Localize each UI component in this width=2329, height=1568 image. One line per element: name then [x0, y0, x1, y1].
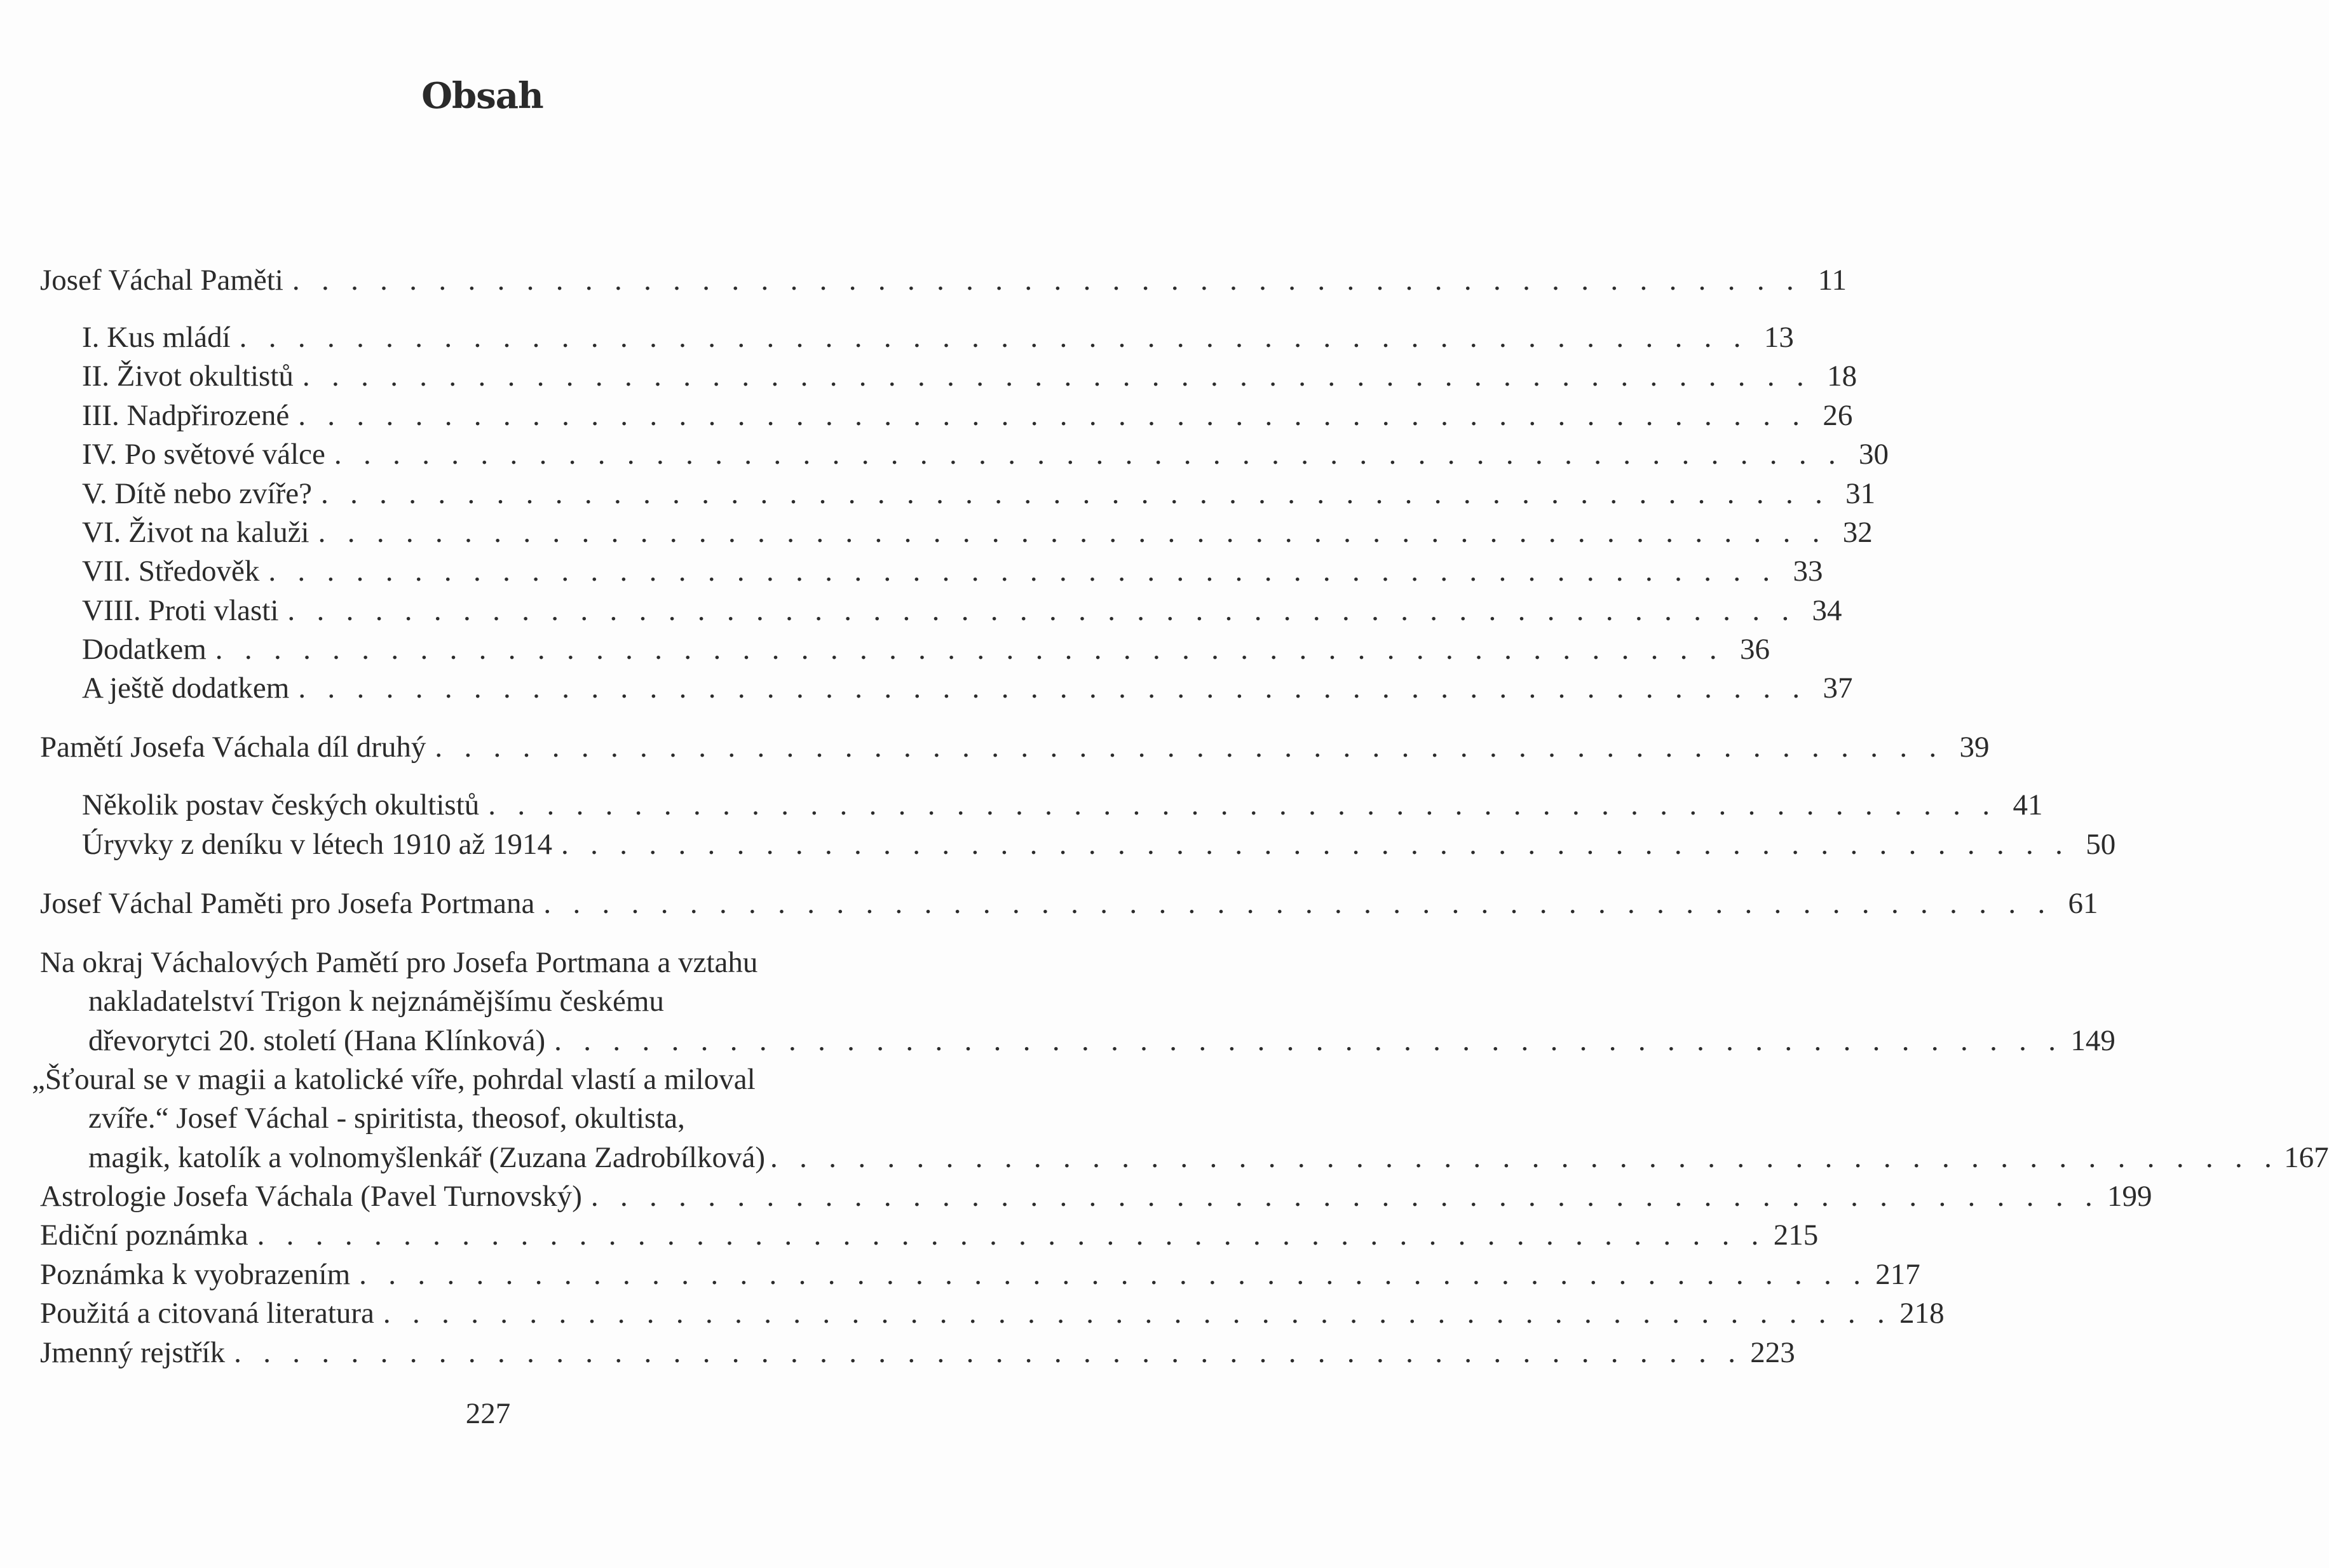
toc-entry-page: 41: [2013, 788, 2043, 821]
toc-entry-page: 33: [1793, 555, 1823, 588]
toc-entry-title: Astrologie Josefa Váchala (Pavel Turnovský): [40, 1180, 582, 1213]
toc-entry-page: 39: [1959, 731, 1990, 764]
toc-entry-title: Použitá a citovaná literatura: [40, 1297, 374, 1330]
toc-entry[interactable]: [88, 1022, 2115, 1060]
toc-entry-page: 37: [1823, 672, 1853, 705]
leader-dots: . . . . . . . . . . . . . . . . . . . . . . . . . . . . . . . . . . . . . . . . . . . . . . . . . . . .: [543, 887, 2053, 920]
toc-entry-title: VIII. Proti vlasti: [82, 594, 279, 627]
leader-dots: . . . . . . . . . . . . . . . . . . . . . . . . . . . . . . . . . . . . . . . . . . . . . . . . . . . .: [292, 264, 1802, 297]
toc-entry-title: Josef Váchal Paměti pro Josefa Portmana: [40, 887, 535, 920]
toc-entry-page: 218: [1899, 1297, 1945, 1330]
toc-entry-title: Dodatkem: [82, 633, 207, 666]
toc-entry[interactable]: [40, 261, 1847, 299]
toc-entry-line[interactable]: [40, 943, 935, 982]
leader-dots: . . . . . . . . . . . . . . . . . . . . . . . . . . . . . . . . . . . . . . . . . . . . . . . . . . . .: [383, 1297, 1892, 1330]
toc-entry-line[interactable]: [32, 1060, 935, 1098]
leader-dots: . . . . . . . . . . . . . . . . . . . . . . . . . . . . . . . . . . . . . . . . . . . . . . . . . . . .: [298, 399, 1807, 432]
leader-dots: . . . . . . . . . . . . . . . . . . . . . . . . . . . . . . . . . . . . . . . . . . . . . . . . . . . .: [435, 731, 1944, 764]
toc-entry-page: 50: [2086, 828, 2116, 861]
toc-entry-page: 36: [1739, 633, 1770, 666]
page-number: 227: [465, 1397, 511, 1430]
leader-dots: . . . . . . . . . . . . . . . . . . . . . . . . . . . . . . . . . . . . . . . . . . . . . . . . . . . .: [239, 321, 1748, 354]
toc-entry-title: dřevorytci 20. století (Hana Klínková): [88, 1024, 546, 1057]
toc-entry[interactable]: [82, 591, 1842, 630]
toc-entry-title: Na okraj Váchalových Pamětí pro Josefa Portmana a vztahu: [40, 946, 758, 979]
toc-entry-page: 217: [1875, 1258, 1920, 1291]
toc-entry-page: 18: [1827, 360, 1857, 393]
toc-entry-title: Ediční poznámka: [40, 1219, 248, 1252]
toc-entry-page: 223: [1750, 1336, 1795, 1369]
toc-entry-title: zvíře.“ Josef Váchal - spiritista, theosof, okultista,: [88, 1102, 685, 1135]
leader-dots: . . . . . . . . . . . . . . . . . . . . . . . . . . . . . . . . . . . . . . . . . . . . . . . . . . . .: [488, 788, 1997, 821]
toc-entry-page: 13: [1763, 321, 1794, 354]
leader-dots: . . . . . . . . . . . . . . . . . . . . . . . . . . . . . . . . . . . . . . . . . . . . . . . . . . . .: [318, 516, 1827, 549]
toc-entry-title: Pamětí Josefa Váchala díl druhý: [40, 731, 426, 764]
toc-entry[interactable]: [82, 357, 1857, 395]
toc-entry[interactable]: [40, 1255, 1920, 1294]
toc-entry-page: 61: [2068, 887, 2098, 920]
leader-dots: . . . . . . . . . . . . . . . . . . . . . . . . . . . . . . . . . . . . . . . . . . . . . . . . . . . .: [302, 360, 1812, 393]
toc-entry[interactable]: [40, 728, 1990, 766]
leader-dots: . . . . . . . . . . . . . . . . . . . . . . . . . . . . . . . . . . . . . . . . . . . . . . . . . . . .: [590, 1180, 2100, 1213]
toc-entry[interactable]: [40, 884, 2098, 923]
toc-entry-page: 199: [2107, 1180, 2152, 1213]
toc-entry[interactable]: [82, 513, 1873, 551]
toc-entry[interactable]: [40, 1334, 1795, 1372]
toc-entry-page: 149: [2070, 1024, 2115, 1057]
toc-entry-page: 215: [1773, 1219, 1819, 1252]
toc-entry[interactable]: [40, 1177, 2152, 1215]
toc-entry-title: IV. Po světové válce: [82, 438, 325, 471]
toc-entry-page: 30: [1859, 438, 1889, 471]
toc-entry[interactable]: [82, 396, 1853, 435]
toc-entry-title: Úryvky z deníku v létech 1910 až 1914: [82, 828, 553, 861]
toc-entry-title: Poznámka k vyobrazením: [40, 1258, 351, 1291]
toc-entry[interactable]: [82, 825, 2116, 863]
toc-entry-line[interactable]: [88, 982, 935, 1020]
toc-entry-title: II. Život okultistů: [82, 360, 294, 393]
toc-entry[interactable]: [88, 1139, 2329, 1177]
leader-dots: . . . . . . . . . . . . . . . . . . . . . . . . . . . . . . . . . . . . . . . . . . . . . . . . . . . .: [298, 672, 1807, 705]
leader-dots: . . . . . . . . . . . . . . . . . . . . . . . . . . . . . . . . . . . . . . . . . . . . . . . . . . . .: [320, 477, 1830, 510]
toc-entry-title: VII. Středověk: [82, 555, 260, 588]
toc-entry[interactable]: [82, 786, 2043, 824]
toc-entry-page: 11: [1817, 264, 1847, 297]
toc-entry-title: nakladatelství Trigon k nejznámějšímu českému: [88, 985, 664, 1018]
toc-entry-title: „Šťoural se v magii a katolické víře, pohrdal vlastí a miloval: [32, 1063, 756, 1096]
toc-entry[interactable]: [40, 1216, 1819, 1254]
leader-dots: . . . . . . . . . . . . . . . . . . . . . . . . . . . . . . . . . . . . . . . . . . . . . . . . . . . .: [215, 633, 1724, 666]
page-title: Obsah: [421, 75, 543, 117]
leader-dots: . . . . . . . . . . . . . . . . . . . . . . . . . . . . . . . . . . . . . . . . . . . . . . . . . . . .: [554, 1024, 2063, 1057]
toc-entry-title: I. Kus mládí: [82, 321, 231, 354]
toc-entry[interactable]: [82, 669, 1853, 707]
toc-entry-title: Josef Váchal Paměti: [40, 264, 283, 297]
toc-entry-page: 26: [1823, 399, 1853, 432]
toc-entry[interactable]: [82, 475, 1876, 513]
leader-dots: . . . . . . . . . . . . . . . . . . . . . . . . . . . . . . . . . . . . . . . . . . . . . . . . . . . .: [359, 1258, 1868, 1291]
leader-dots: . . . . . . . . . . . . . . . . . . . . . . . . . . . . . . . . . . . . . . . . . . . . . . . . . . . .: [257, 1219, 1766, 1252]
toc-entry-page: 32: [1842, 516, 1873, 549]
leader-dots: . . . . . . . . . . . . . . . . . . . . . . . . . . . . . . . . . . . . . . . . . . . . . . . . . . . .: [287, 594, 1796, 627]
toc-entry-title: A ještě dodatkem: [82, 672, 290, 705]
leader-dots: . . . . . . . . . . . . . . . . . . . . . . . . . . . . . . . . . . . . . . . . . . . . . . . . . . . .: [234, 1336, 1743, 1369]
leader-dots: . . . . . . . . . . . . . . . . . . . . . . . . . . . . . . . . . . . . . . . . . . . . . . . . . . . .: [561, 828, 2070, 861]
toc-entry-title: Několik postav českých okultistů: [82, 788, 480, 821]
toc-entry-title: Jmenný rejstřík: [40, 1336, 226, 1369]
toc-entry-title: magik, katolík a volnomyšlenkář (Zuzana Zadrobílková): [88, 1141, 766, 1174]
toc-entry-title: III. Nadpřirozené: [82, 399, 290, 432]
leader-dots: . . . . . . . . . . . . . . . . . . . . . . . . . . . . . . . . . . . . . . . . . . . . . . . . . . . .: [770, 1141, 2279, 1174]
toc-entry-page: 31: [1845, 477, 1876, 510]
toc-entry[interactable]: [82, 630, 1770, 668]
toc-entry-title: V. Dítě nebo zvíře?: [82, 477, 312, 510]
toc-entry-title: VI. Život na kaluži: [82, 516, 309, 549]
toc-entry-page: 167: [2284, 1141, 2329, 1174]
leader-dots: . . . . . . . . . . . . . . . . . . . . . . . . . . . . . . . . . . . . . . . . . . . . . . . . . . . .: [334, 438, 1844, 471]
toc-entry-line[interactable]: [88, 1099, 935, 1137]
toc-entry[interactable]: [82, 552, 1823, 590]
leader-dots: . . . . . . . . . . . . . . . . . . . . . . . . . . . . . . . . . . . . . . . . . . . . . . . . . . . .: [268, 555, 1777, 588]
toc-entry-page: 34: [1812, 594, 1842, 627]
toc-entry[interactable]: [82, 318, 1794, 356]
toc-entry[interactable]: [40, 1294, 1945, 1332]
toc-entry[interactable]: [82, 435, 1889, 473]
